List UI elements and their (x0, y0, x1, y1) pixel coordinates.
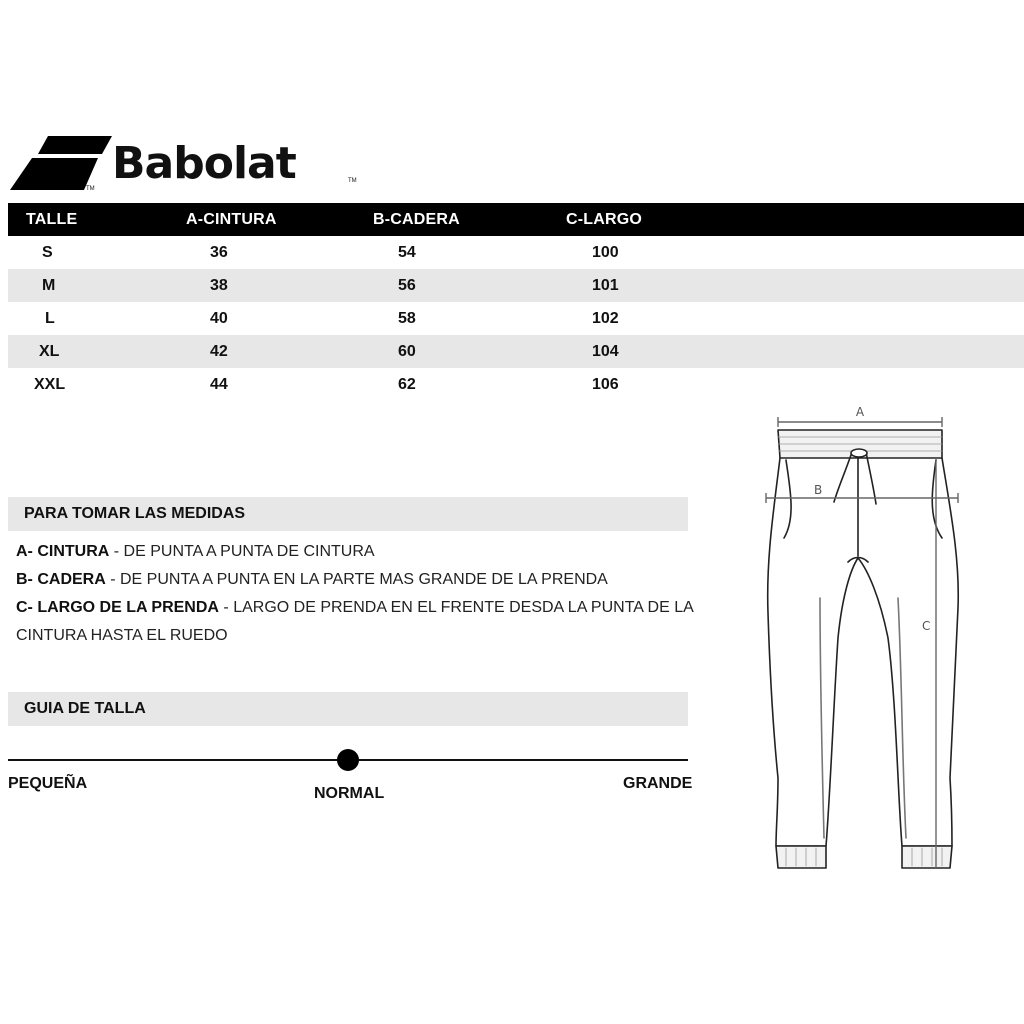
right-pocket (932, 460, 942, 538)
fit-label-large: GRANDE (623, 775, 693, 792)
instruction-continuation: CINTURA HASTA EL RUEDO (16, 627, 228, 644)
fit-label-normal: NORMAL (314, 785, 385, 802)
cell-cadera: 58 (398, 309, 416, 327)
crotch-seam (848, 458, 868, 562)
cell-largo: 106 (592, 375, 619, 393)
left-cuff (776, 846, 826, 868)
instruction-term: A- CINTURA (16, 543, 110, 560)
trademark-mark: TM (86, 186, 95, 192)
logo-stripe-bottom (10, 158, 98, 190)
instruction-desc: - LARGO DE PRENDA EN EL FRENTE DESDA LA PUNTA DE LA (218, 599, 694, 616)
cell-size: M (8, 269, 168, 302)
cell-cadera: 62 (398, 375, 416, 393)
cell-cadera: 56 (353, 269, 543, 302)
cell-cintura: 44 (210, 375, 228, 393)
fit-label-small: PEQUEÑA (8, 775, 88, 792)
header-largo: C-LARGO (543, 203, 733, 236)
cell-largo: 100 (592, 243, 619, 261)
trademark-mark-2: TM (348, 178, 357, 184)
label-c: C (922, 619, 931, 633)
measure-section-title: PARA TOMAR LAS MEDIDAS (8, 497, 688, 531)
brand-name: Babolat (112, 138, 296, 189)
left-leg-seam (820, 598, 824, 838)
cell-cintura: 42 (168, 335, 353, 368)
cell-cintura: 38 (168, 269, 353, 302)
instruction-desc: - DE PUNTA A PUNTA EN LA PARTE MAS GRANDE DE LA PRENDA (105, 571, 608, 588)
cell-filler (733, 368, 1024, 401)
label-a: A (855, 405, 865, 419)
cell-filler (733, 236, 1024, 269)
table-header-row (8, 203, 1024, 236)
cell-cadera: 54 (398, 243, 416, 261)
cell-filler (733, 269, 1024, 302)
header-cintura: A-CINTURA (168, 203, 353, 236)
header-cadera: B-CADERA (353, 203, 543, 236)
instruction-cadera (16, 571, 608, 589)
instruction-largo (16, 599, 694, 617)
table-row (8, 302, 1024, 335)
cell-size: XL (8, 335, 168, 368)
cell-filler (733, 302, 1024, 335)
right-cuff (902, 846, 952, 868)
logo-stripe-top (38, 136, 112, 154)
cell-size: L (45, 309, 55, 327)
cell-cintura: 36 (210, 243, 228, 261)
table-row (8, 236, 1024, 269)
header-filler (733, 203, 1024, 236)
table-row (8, 335, 1024, 368)
table-row (8, 368, 1024, 401)
instruction-term: C- LARGO DE LA PRENDA (16, 599, 219, 616)
left-pocket (784, 460, 791, 538)
table-row (8, 269, 1024, 302)
cell-largo: 102 (592, 309, 619, 327)
cell-cintura: 40 (210, 309, 228, 327)
cell-cadera: 60 (353, 335, 543, 368)
drawstring (834, 452, 876, 504)
label-b: B (814, 483, 823, 497)
fit-guide-title: GUIA DE TALLA (8, 692, 688, 726)
cell-largo: 101 (543, 269, 733, 302)
drawstring-knot (851, 449, 867, 457)
size-table (8, 203, 1024, 401)
fit-scale-marker (337, 749, 359, 771)
instruction-desc: - DE PUNTA A PUNTA DE CINTURA (109, 543, 375, 560)
cell-filler (733, 335, 1024, 368)
pants-diagram (756, 398, 972, 878)
cell-size: XXL (34, 375, 66, 393)
instruction-cintura (16, 543, 375, 561)
cell-largo: 104 (543, 335, 733, 368)
cell-size: S (42, 243, 53, 261)
header-talle: TALLE (8, 203, 168, 236)
instruction-term: B- CADERA (16, 571, 106, 588)
pants-outline (768, 458, 959, 846)
